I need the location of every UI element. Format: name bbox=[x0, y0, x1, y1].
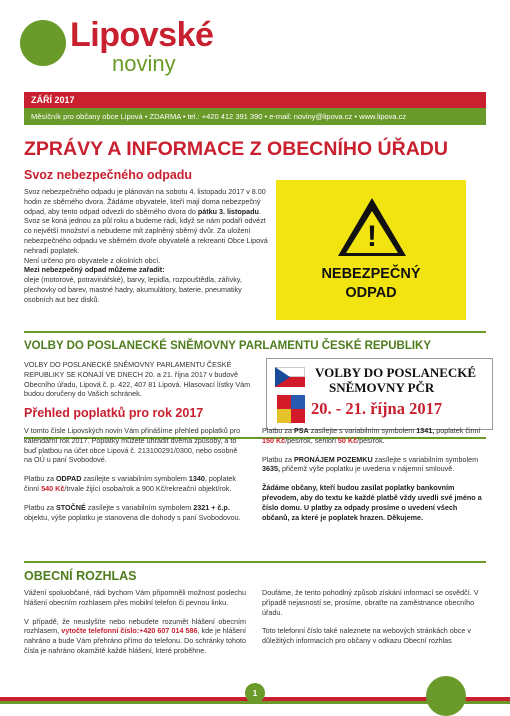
footer-leaf-icon bbox=[426, 676, 466, 716]
poplatky-left: V tomto čísle Lipovských novin Vám přinášíme přehled poplatků pro kalendářní rok 2017. Poplatky můžete uhradit dvěma způsoby, a to buď platbou na účet obce Lipová č. 213100291/0300, nebo osobně na OÚ u paní Svobodové. Platbu za ODPAD zasílejte s variabilním symbolem 1340, poplatek činní 540 Kč/trvale žijící osoba/rok a 900 Kč/rekreační objekt/rok. Platbu za STOČNÉ zasílejte s variabilním symbolem 2321 + č.p. objektu, výše poplatku je stanovena dle dohody s paní Svobodovou. bbox=[24, 426, 246, 522]
brand-title: Lipovské bbox=[70, 16, 214, 54]
election-date: 20. - 21. října 2017 bbox=[311, 399, 443, 418]
svoz-p4: Mezi nebezpečný odpad můžeme zařadit: bbox=[24, 265, 165, 275]
poplatky-l1: V tomto čísle Lipovských novin Vám přinášíme přehled poplatků pro kalendářní rok 2017. Poplatky můžete uhradit dvěma způsoby, a to buď platbou na účet obce Lipová č. 213100291/0300, nebo osobně na OÚ u paní Svobodové. bbox=[24, 426, 241, 465]
divider bbox=[24, 331, 486, 333]
coat-of-arms-icon bbox=[277, 395, 305, 423]
poplatky-title: Přehled poplatků pro rok 2017 bbox=[24, 406, 204, 420]
volby-title: VOLBY DO POSLANECKÉ SNĚMOVNY PARLAMENTU ČESKÉ REPUBLIKY bbox=[24, 340, 432, 352]
czech-flag-icon bbox=[275, 367, 305, 387]
info-bar bbox=[24, 108, 486, 125]
election-line1: VOLBY DO POSLANECKÉ bbox=[315, 365, 477, 380]
issue-date: ZÁŘÍ 2017 bbox=[31, 95, 75, 105]
hazard-line1: NEBEZPEČNÝ bbox=[321, 266, 421, 282]
election-banner-image bbox=[266, 358, 493, 430]
page-title: ZPRÁVY A INFORMACE Z OBECNÍHO ÚŘADU bbox=[24, 138, 448, 160]
svoz-p1: Svoz nebezpečného odpadu je plánován na sobotu 4. listopadu 2017 v 8.00 hodin ze sběrného dvora. Žádáme obyvatele, kteří mají doma nebezpečný odpad, aby tento odpad odvezli do sběrného dvora do bbox=[24, 187, 266, 216]
divider bbox=[24, 561, 486, 563]
rozhlas-r2: Toto telefonní číslo také naleznete na webových stránkách obce v důležitých informacích pro občany v odkazu Obecní rozhlas bbox=[262, 626, 471, 646]
rozhlas-r1: Doufáme, že tento pohodlný způsob získání informací se osvědčí. V případě nejasností se, prosíme, obraťte na zaměstnance obecního úřadu. bbox=[262, 588, 479, 617]
rozhlas-l1: Vážení spoluobčané, rádi bychom Vám připomněli možnost poslechu hlášení obecním rozhlasem přes mobilní telefon či pevnou linku. bbox=[24, 588, 246, 607]
poplatky-right: Platbu za PSA zasílejte s variabilním symbolem 1341, poplatek činní 150 Kč/pes/rok, senioři 50 Kč/pes/rok. Platbu za PRONÁJEM POZEMKU zasílejte s variabilním symbolem 3635, přičemž výše poplatku je uvedena v nájemní smlouvě. Žádáme občany, kteří budou zasílat poplatky bankovním převodem, aby do textu ke každé platbě vždy uvedli své jméno a číslo domu. U platby za odpady prosíme o uvedení všech občanů, za které je poplatek hrazen. Děkujeme. bbox=[262, 426, 482, 522]
svoz-p3: Není určeno pro obyvatele z okolních obcí. bbox=[24, 255, 161, 265]
hazard-sign-image bbox=[276, 180, 466, 320]
poplatky-r3: Žádáme občany, kteří budou zasílat poplatky bankovním převodem, aby do textu ke každé platbě vždy uvedli své jméno a číslo domu. U platby za odpady prosíme o uvedení všech občanů, za které je poplatek hrazen. Děkujeme. bbox=[262, 483, 482, 522]
brand-subtitle: noviny bbox=[112, 51, 176, 76]
election-line2: SNĚMOVNY PČR bbox=[329, 380, 435, 395]
info-text: Měsíčník pro občany obce Lipová • ZDARMA • tel.: +420 412 391 390 • e-mail: noviny@lipova.cz • www.lipova.cz bbox=[31, 112, 407, 121]
rozhlas-title: OBECNÍ ROZHLAS bbox=[24, 569, 137, 583]
svoz-p2: Svoz se koná jednou za půl roku a budeme rádi, když se nám podaří odvézt co největší množství a nebudeme mít zaplněný sběrný dvůr. Za uložení nebezpečného odpadu ve sběrném dvoře obyvatelé a rekreanti Obce Lipová nehradí poplatek. bbox=[24, 216, 268, 255]
rozhlas-right bbox=[262, 588, 486, 646]
logo-leaf-icon bbox=[20, 20, 66, 66]
svoz-p1-bold: pátku 3. listopadu bbox=[197, 206, 259, 216]
exclamation-mark: ! bbox=[367, 220, 377, 253]
hazard-line2: ODPAD bbox=[345, 285, 397, 301]
volby-text: VOLBY DO POSLANECKÉ SNĚMOVNY PARLAMENTU ČESKÉ REPUBLIKY SE KONAJÍ VE DNECH 20. a 21. října 2017 v budově Obecního úřadu, Lipová č. p. 422, 407 81 Lipová. Hlasovací lístky Vám budou doručeny do Vašich schránek. bbox=[24, 360, 251, 399]
rozhlas-left: Vážení spoluobčané, rádi bychom Vám připomněli možnost poslechu hlášení obecním rozhlasem přes mobilní telefon či pevnou linku. V případě, že neuslyšíte nebo nebudete rozumět hlášení obecním rozhlasem, vytočte telefonní číslo:+420 607 014 586, kde je hlášení nahráno a bude Vám přehráno přímo do telefonu. Do schránky tohoto čísla je nahráno okamžitě každé hlášení, které proběhne. bbox=[24, 588, 246, 655]
svoz-p5: oleje (motorové, potravinářské), barvy, lepidla, rozpouštědla, zářivky, plechovky od barev, mastné hadry, akumulátory, baterie, pneumatiky osobních aut bez disků. bbox=[24, 275, 242, 304]
rozhlas-phone: vytočte telefonní číslo:+420 607 014 586 bbox=[61, 626, 198, 636]
issue-bar bbox=[24, 92, 486, 108]
page-number: 1 bbox=[252, 689, 258, 698]
svoz-title: Svoz nebezpečného odpadu bbox=[24, 168, 193, 182]
svoz-text: Svoz nebezpečného odpadu je plánován na sobotu 4. listopadu 2017 v 8.00 hodin ze sběrného dvora. Žádáme obyvatele, kteří mají doma nebezpečný odpad, aby tento odpad odvezli do sběrného dvora do pátku 3. listopadu. Svoz se koná jednou za půl roku a budeme rádi, když se nám podaří odvézt co největší množství a nebudeme mít zaplněný sběrný dvůr. Za uložení nebezpečného odpadu ve sběrném dvoře obyvatelé a rekreanti Obce Lipová nehradí poplatek. Není určeno pro obyvatele z okolních obcí. Mezi nebezpečný odpad můžeme zařadit: oleje (motorové, potravinářské), barvy, lepidla, rozpouštědla, zářivky, plechovky od barev, mastné hadry, akumulátory, baterie, pneumatiky osobních aut bez disků. bbox=[24, 187, 268, 304]
